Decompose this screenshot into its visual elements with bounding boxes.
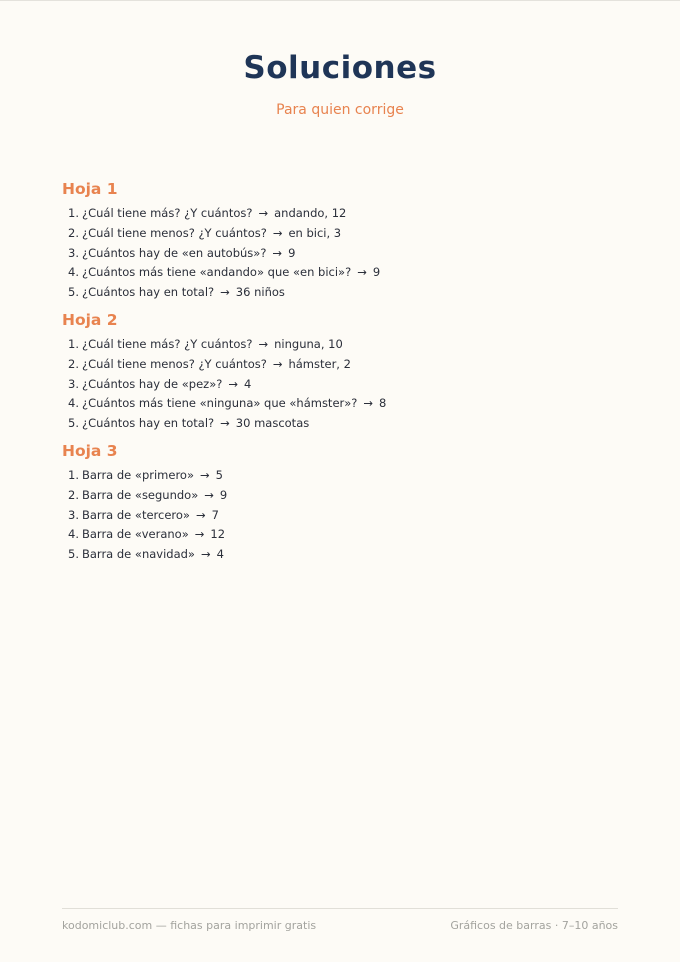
- item-answer: 4: [216, 547, 224, 562]
- section-hoja-2: [62, 311, 622, 434]
- item-question: ¿Cuántos hay de «pez»?: [81, 376, 223, 391]
- arrow-icon: →: [357, 265, 367, 280]
- arrow-icon: →: [204, 487, 214, 502]
- item-question: ¿Cuál tiene más? ¿Y cuántos?: [81, 337, 253, 351]
- item-number: 5.: [68, 285, 79, 300]
- item-number: 1.: [68, 468, 79, 482]
- arrow-icon: →: [220, 285, 230, 300]
- item-number: 5.: [68, 416, 79, 431]
- arrow-icon: →: [228, 376, 238, 391]
- section-hoja-1: [62, 180, 622, 303]
- item-question: ¿Cuántos más tiene «ninguna» que «hámster»?: [81, 396, 358, 411]
- item-number: 4.: [68, 527, 79, 542]
- section-title: Hoja 2: [62, 311, 118, 329]
- item-number: 2.: [68, 356, 79, 371]
- section-title: Hoja 3: [62, 442, 118, 460]
- item-question: Barra de «tercero»: [81, 507, 190, 522]
- item-answer: ninguna, 10: [274, 337, 343, 351]
- list-item: [62, 545, 622, 565]
- item-number: 1.: [68, 337, 79, 351]
- answer-list: [62, 204, 622, 303]
- item-number: 1.: [68, 206, 79, 220]
- list-item: [62, 263, 622, 283]
- item-question: ¿Cuál tiene menos? ¿Y cuántos?: [81, 225, 267, 240]
- list-item: [62, 525, 622, 545]
- item-answer: 30 mascotas: [235, 416, 310, 431]
- page-title: Soluciones: [243, 50, 437, 86]
- section-hoja-3: [62, 442, 622, 565]
- page-subtitle: Para quien corrige: [276, 102, 404, 118]
- arrow-icon: →: [200, 547, 211, 562]
- list-item: [62, 244, 622, 264]
- page-top-border: [0, 0, 680, 1]
- item-number: 2.: [68, 225, 79, 240]
- item-number: 4.: [68, 396, 79, 411]
- arrow-icon: →: [195, 507, 206, 522]
- item-answer: 9: [372, 265, 381, 280]
- item-question: ¿Cuántos hay en total?: [81, 416, 215, 431]
- item-question: Barra de «segundo»: [81, 487, 199, 502]
- footer-site-text: kodomiclub.com — fichas para imprimir gratis: [62, 919, 317, 932]
- item-answer: 7: [211, 507, 219, 522]
- item-question: ¿Cuántos más tiene «andando» que «en bici»?: [81, 265, 352, 280]
- item-question: Barra de «primero»: [81, 468, 194, 482]
- list-item: [62, 506, 622, 526]
- item-number: 2.: [68, 487, 79, 502]
- item-answer: en bici, 3: [288, 225, 342, 240]
- item-answer: 9: [219, 487, 228, 502]
- item-answer: 12: [210, 527, 226, 542]
- item-number: 5.: [68, 547, 79, 562]
- arrow-icon: →: [200, 468, 210, 482]
- item-question: ¿Cuántos hay de «en autobús»?: [81, 245, 267, 260]
- item-question: Barra de «navidad»: [81, 547, 195, 562]
- item-number: 3.: [68, 376, 79, 391]
- item-question: ¿Cuántos hay en total?: [81, 285, 215, 300]
- item-number: 3.: [68, 245, 79, 260]
- list-item: [62, 394, 622, 414]
- item-answer: 5: [215, 468, 223, 482]
- item-question: Barra de «verano»: [81, 527, 189, 542]
- item-answer: hámster, 2: [288, 356, 351, 371]
- arrow-icon: →: [363, 396, 374, 411]
- list-item: [62, 283, 622, 303]
- item-number: 4.: [68, 265, 79, 280]
- list-item: [62, 335, 622, 355]
- section-title: Hoja 1: [62, 180, 118, 198]
- list-item: [62, 224, 622, 244]
- arrow-icon: →: [258, 337, 269, 351]
- arrow-icon: →: [272, 356, 283, 371]
- footer-topic-text: Gráficos de barras · 7–10 años: [450, 919, 618, 932]
- arrow-icon: →: [258, 206, 269, 220]
- arrow-icon: →: [220, 416, 230, 431]
- item-answer: andando, 12: [274, 206, 347, 220]
- item-answer: 9: [288, 245, 296, 260]
- arrow-icon: →: [194, 527, 205, 542]
- list-item: [62, 486, 622, 506]
- list-item: [62, 414, 622, 434]
- list-item: [62, 375, 622, 395]
- item-answer: 36 niños: [235, 285, 285, 300]
- item-question: ¿Cuál tiene menos? ¿Y cuántos?: [81, 356, 267, 371]
- answer-list: [62, 335, 622, 434]
- arrow-icon: →: [272, 245, 283, 260]
- arrow-icon: →: [272, 225, 283, 240]
- item-question: ¿Cuál tiene más? ¿Y cuántos?: [81, 206, 253, 220]
- list-item: [62, 204, 622, 224]
- list-item: [62, 466, 622, 486]
- item-answer: 4: [244, 376, 252, 391]
- item-answer: 8: [379, 396, 387, 411]
- list-item: [62, 355, 622, 375]
- footer-divider: [62, 908, 618, 909]
- answer-list: [62, 466, 622, 565]
- item-number: 3.: [68, 507, 79, 522]
